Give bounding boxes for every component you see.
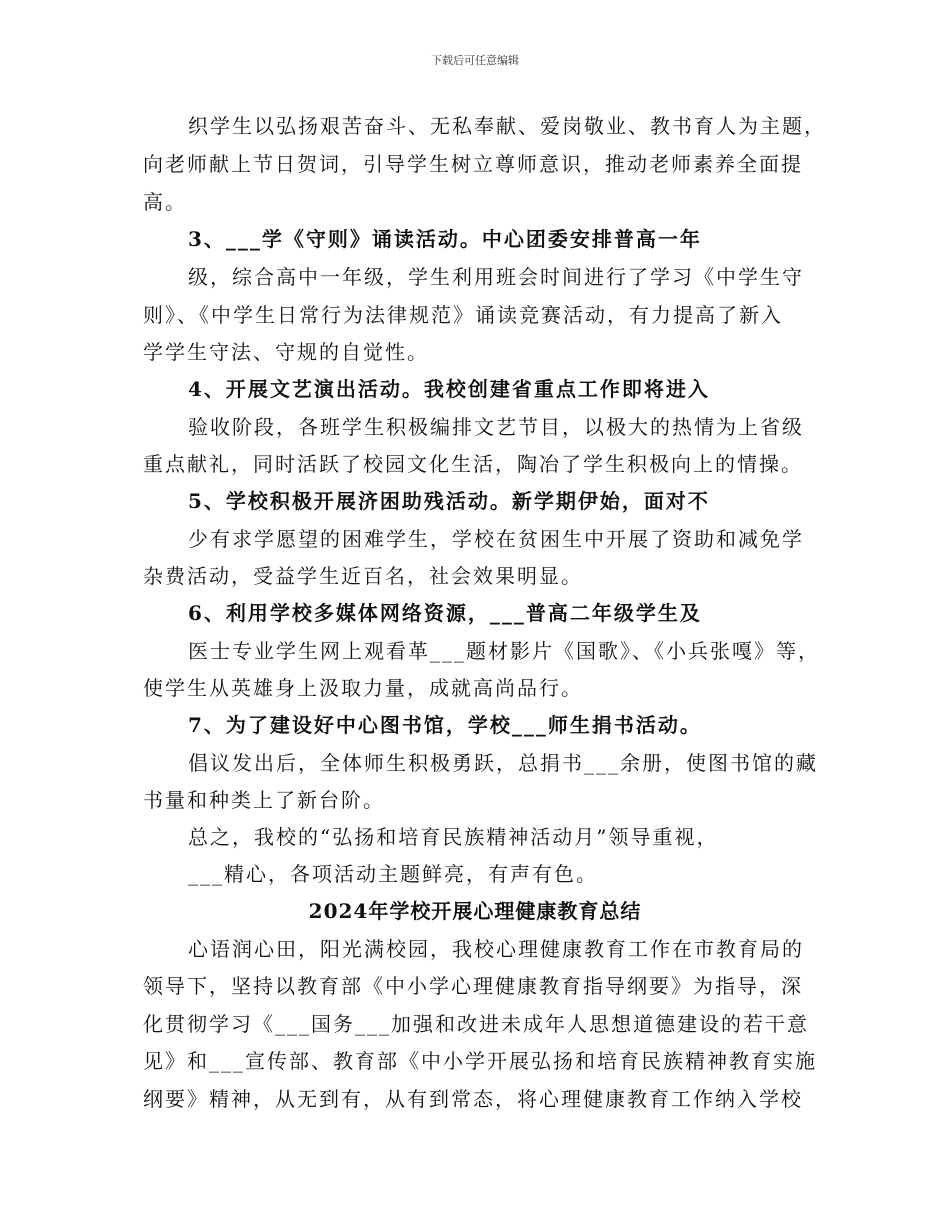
paragraph-line: 化贯彻学习《___国务___加强和改进未成年人思想道德建设的若干意: [143, 1012, 809, 1036]
section-heading: 7、为了建设好中心图书馆，学校___师生捐书活动。: [188, 713, 702, 737]
section-heading: 5、学校积极开展济困助残活动。新学期伊始，面对不: [188, 489, 710, 513]
paragraph-line: 见》和___宣传部、教育部《中小学开展弘扬和培育民族精神教育实施: [143, 1049, 817, 1073]
page-header: 下载后可任意编辑: [431, 54, 519, 67]
document-title: 2024年学校开展心理健康教育总结: [308, 899, 642, 923]
paragraph-line: 书量和种类上了新台阶。: [143, 788, 385, 812]
paragraph-line: 高。: [143, 190, 187, 214]
paragraph-line: 少有求学愿望的困难学生，学校在贫困生中开展了资助和减免学: [188, 527, 804, 551]
paragraph-line: 倡议发出后，全体师生积极勇跃，总捐书___余册，使图书馆的藏: [188, 751, 818, 775]
paragraph-line: ___精心，各项活动主题鲜亮，有声有色。: [188, 862, 598, 886]
paragraph-line: 纲要》精神，从无到有，从有到常态，将心理健康教育工作纳入学校: [143, 1087, 803, 1111]
section-heading: 6、利用学校多媒体网络资源，___普高二年级学生及: [188, 601, 702, 625]
paragraph-line: 则》、《中学生日常行为法律规范》诵读竞赛活动，有力提高了新入: [143, 303, 783, 327]
paragraph-line: 总之，我校的“弘扬和培育民族精神活动月”领导重视，: [188, 825, 719, 849]
paragraph-line: 织学生以弘扬艰苦奋斗、无私奉献、爱岗敬业、教书育人为主题，: [188, 114, 826, 138]
paragraph-line: 杂费活动，受益学生近百名，社会效果明显。: [143, 564, 583, 588]
paragraph-line: 重点献礼，同时活跃了校园文化生活，陶冶了学生积极向上的情操。: [143, 452, 803, 476]
paragraph-line: 领导下，坚持以教育部《中小学心理健康教育指导纲要》为指导，深: [143, 974, 803, 998]
paragraph-line: 验收阶段，各班学生积极编排文艺节目，以极大的热情为上省级: [188, 415, 804, 439]
paragraph-line: 级，综合高中一年级，学生利用班会时间进行了学习《中学生守: [188, 265, 804, 289]
section-heading: 3、___学《守则》诵读活动。中心团委安排普高一年: [188, 227, 702, 251]
paragraph-line: 使学生从英雄身上汲取力量，成就高尚品行。: [143, 676, 583, 700]
paragraph-line: 心语润心田，阳光满校园，我校心理健康教育工作在市教育局的: [188, 937, 804, 961]
paragraph-line: 学学生守法、守规的自觉性。: [143, 340, 429, 364]
paragraph-line: 向老师献上节日贺词，引导学生树立尊师意识，推动老师素养全面提: [143, 152, 803, 176]
section-heading: 4、开展文艺演出活动。我校创建省重点工作即将进入: [188, 377, 710, 401]
paragraph-line: 医士专业学生网上观看革___题材影片《国歌》、《小兵张嘎》等，: [188, 639, 820, 663]
